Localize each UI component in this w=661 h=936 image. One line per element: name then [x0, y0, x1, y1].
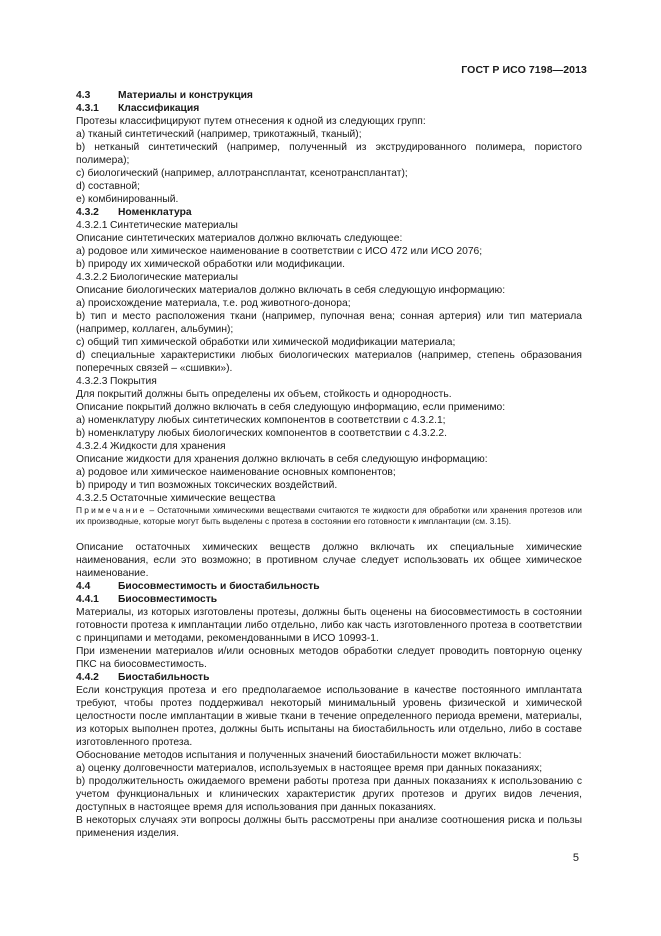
paragraph: a) происхождение материала, т.е. род животного-донора;: [76, 298, 351, 309]
section-number: 4.4.2: [76, 672, 99, 683]
standard-header: ГОСТ Р ИСО 7198—2013: [461, 64, 587, 76]
section-heading: [76, 593, 582, 606]
section-heading: [76, 102, 582, 115]
paragraph: Описание покрытий должно включать в себя следующую информацию, если применимо:: [76, 402, 506, 413]
paragraph: d) составной;: [76, 181, 140, 192]
subsection-number: 4.3.2.4: [76, 441, 108, 452]
paragraph: b) номенклатуру любых биологических компонентов в соответствии с 4.3.2.2.: [76, 428, 448, 439]
subsection-heading: [76, 492, 582, 505]
subsection-number: 4.3.2.3: [76, 376, 108, 387]
page-number: 5: [572, 852, 579, 864]
section-number: 4.3.1: [76, 103, 99, 114]
paragraph: b) природу и тип возможных токсических воздействий.: [76, 480, 338, 491]
section-number: 4.4: [76, 581, 91, 592]
paragraph: Для покрытий должны быть определены их объем, стойкость и однородность.: [76, 389, 452, 400]
subsection-title: Остаточные химические вещества: [110, 493, 276, 504]
paragraph: Описание биологических материалов должно включать в себя следующую информацию:: [76, 285, 506, 296]
paragraph: Протезы классифицируют путем отнесения к одной из следующих групп:: [76, 116, 426, 127]
subsection-number: 4.3.2.5: [76, 493, 108, 504]
note: [76, 505, 582, 527]
subsection-title: Биологические материалы: [110, 272, 238, 283]
note-label: Примечание: [76, 505, 147, 515]
paragraph: d) специальные характеристики любых биологических материалов (например, степень образования поперечных связей – «сшивки»).: [76, 350, 582, 374]
paragraph: a) оценку долговечности материалов, используемых в настоящее время при данных показаниях;: [76, 763, 543, 774]
spacer: [76, 527, 582, 541]
section-title: Материалы и конструкция: [118, 90, 253, 101]
paragraph: b) тип и место расположения ткани (например, пупочная вена; сонная артерия) или тип материала (например, коллаген, альбумин);: [76, 311, 582, 335]
paragraph: При изменении материалов и/или основных методов обработки следует проводить повторную оценку ПКС на биосовместимость.: [76, 646, 582, 670]
paragraph: a) родовое или химическое наименование основных компонентов;: [76, 467, 396, 478]
paragraph: В некоторых случаях эти вопросы должны быть рассмотрены при анализе соотношения риска и пользы применения изделия.: [76, 815, 582, 839]
section-title: Биосовместимость: [118, 594, 218, 605]
section-number: 4.3.2: [76, 207, 99, 218]
section-heading: [76, 671, 582, 684]
paragraph: c) общий тип химической обработки или химической модификации материала;: [76, 337, 456, 348]
subsection-heading: [76, 271, 582, 284]
section-heading: [76, 89, 582, 102]
document-body: [76, 89, 582, 840]
subsection-title: Покрытия: [110, 376, 157, 387]
section-heading: [76, 580, 582, 593]
note-text: – Остаточными химическими веществами считаются те жидкости для обработки или хранения протезов или их производные, которые могут быть выделены с протеза в состоянии его готовности к имплантации (см. 3.15).: [76, 505, 582, 526]
paragraph: b) нетканый синтетический (например, полученный из экструдированного полимера, пористого полимера);: [76, 142, 582, 166]
paragraph: Описание синтетических материалов должно включать следующее:: [76, 233, 403, 244]
subsection-heading: [76, 440, 582, 453]
subsection-title: Синтетические материалы: [110, 220, 238, 231]
subsection-title: Жидкости для хранения: [110, 441, 226, 452]
paragraph: b) продолжительность ожидаемого времени работы протеза при данных показаниях к использованию с учетом функциональных и клинических характеристик других протезов и других видов лечения, доступных в настоящее время для использования при данных показаниях.: [76, 776, 582, 813]
subsection-number: 4.3.2.1: [76, 220, 108, 231]
section-title: Биосовместимость и биостабильность: [118, 581, 320, 592]
subsection-heading: [76, 219, 582, 232]
section-heading: [76, 206, 582, 219]
paragraph: a) тканый синтетический (например, трикотажный, тканый);: [76, 129, 362, 140]
section-title: Классификация: [118, 103, 200, 114]
paragraph: Если конструкция протеза и его предполагаемое использование в качестве постоянного имплантата требуют, чтобы протез поддерживал некоторый минимальный уровень физической и химической целостности после имплантации в живые ткани в течение определенного периода времени, материалы, из которых выполнен протез, должны быть испытаны на биостабильность или отдельно, либо в составе изготовленного протеза.: [76, 685, 582, 748]
section-title: Номенклатура: [118, 207, 192, 218]
paragraph: Описание жидкости для хранения должно включать в себя следующую информацию:: [76, 454, 488, 465]
paragraph: c) биологический (например, аллотрансплантат, ксенотрансплантат);: [76, 168, 408, 179]
paragraph: Обоснование методов испытания и полученных значений биостабильности может включать:: [76, 750, 522, 761]
paragraph: Материалы, из которых изготовлены протезы, должны быть оценены на биосовместимость в состоянии готовности протеза к имплантации либо отдельно, либо как часть изготовленного протеза в соответствии с принципами и методами, рекомендованными в ИСО 10993-1.: [76, 607, 582, 644]
subsection-heading: [76, 375, 582, 388]
section-number: 4.3: [76, 90, 91, 101]
paragraph: b) природу их химической обработки или модификации.: [76, 259, 345, 270]
paragraph: a) родовое или химическое наименование в соответствии с ИСО 472 или ИСО 2076;: [76, 246, 483, 257]
paragraph: e) комбинированный.: [76, 194, 179, 205]
section-number: 4.4.1: [76, 594, 99, 605]
section-title: Биостабильность: [118, 672, 210, 683]
subsection-number: 4.3.2.2: [76, 272, 108, 283]
paragraph: a) номенклатуру любых синтетических компонентов в соответствии с 4.3.2.1;: [76, 415, 446, 426]
paragraph: Описание остаточных химических веществ должно включать их специальные химические наименования, если это возможно; в противном случае следует использовать их общее химическое наименование.: [76, 542, 582, 579]
